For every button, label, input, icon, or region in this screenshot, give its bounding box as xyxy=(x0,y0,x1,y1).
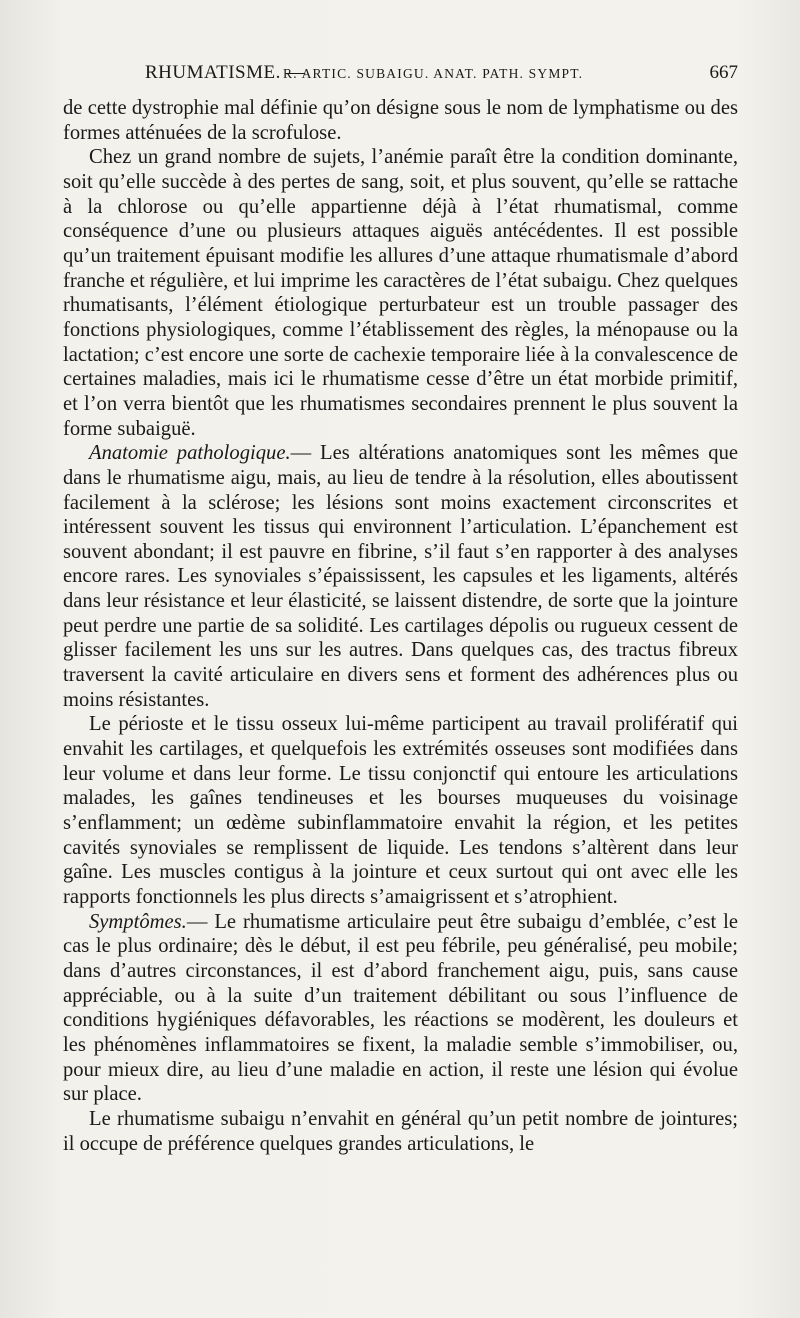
running-head-title: RHUMATISME. — xyxy=(145,62,306,83)
paragraph-anatomie xyxy=(63,441,738,712)
paragraph-anemia: Chez un grand nombre de sujets, l’anémie paraît être la condition dominante, soit qu’elle succède à des pertes de sang, soit, et plus souvent, qu’elle se rattache à la chlorose ou qu’elle appartienne déjà à l’état rhumatismal, comme conséquence d’une ou plusieurs attaques aiguës antécédentes. Il est possible qu’un traitement épuisant modifie les allures d’une attaque rhumatismale d’abord franche et régulière, et lui imprime les caractères de l’état subaigu. Chez quelques rhumatisants, l’élément étiologique perturbateur est un trouble passager des fonctions physiologiques, comme l’établissement des règles, la ménopause ou la lactation; c’est encore une sorte de cachexie temporaire liée à la convalescence de certaines maladies, mais ici le rhumatisme cesse d’être un état morbide primitif, et l’on verra bientôt que les rhumatismes secondaires prennent le plus souvent la forme subaiguë. xyxy=(63,146,738,440)
paragraph-symptomes-text: — Le rhumatisme articulaire peut être subaigu d’emblée, c’est le cas le plus ordinaire; dès le début, il est peu fébrile, peu généralisé, peu mobile; dans d’autres circonstances, il est d’abord franchement aigu, puis, sans cause appréciable, ou à la suite d’un traitement débilitant ou sous l’influence de conditions hygiéniques défavorables, les réactions se modèrent, les douleurs et les phénomènes inflammatoires se fixent, la maladie semble s’immobiliser, ou, pour mieux dire, au lieu d’une maladie en action, il reste une lésion qui évolue sur place. xyxy=(63,910,738,1106)
paragraph-symptomes xyxy=(63,910,738,1107)
paragraph-anatomie-text: — Les altérations anatomiques sont les mêmes que dans le rhumatisme aigu, mais, au lieu de tendre à la résolution, elles aboutissent facilement à la sclérose; les lésions sont moins exactement circonscrites et intéressent souvent les tissus qui environnent l’articulation. L’épanchement est souvent abondant; il est pauvre en fibrine, s’il faut s’en rapporter à des analyses encore rares. Les synoviales s’épaississent, les capsules et les ligaments, altérés dans leur résistance et leur élasticité, se laissent distendre, de sorte que la jointure peut perdre une partie de sa solidité. Les cartilages dépolis ou rugueux cessent de glisser facilement les uns sur les autres. Dans quelques cas, des tractus fibreux traversent la cavité articulaire en divers sens et forment des adhérences plus ou moins résistantes. xyxy=(63,442,739,711)
page-number: 667 xyxy=(709,62,738,83)
paragraph-continued: de cette dystrophie mal définie qu’on désigne sous le nom de lymphatisme ou des formes atténuées de la scrofulose. xyxy=(63,97,738,144)
paragraph-perioste: Le périoste et le tissu osseux lui-même participent au travail prolifératif qui envahit les cartilages, et quelquefois les extrémités osseuses sont modifiées dans leur volume et dans leur forme. Le tissu conjonctif qui entoure les articulations malades, les gaînes tendineuses et les bourses muqueuses du voisinage s’enflamment; un œdème subinflammatoire envahit la région, et les petites cavités synoviales se remplissent de liquide. Les tendons s’altèrent dans leur gaîne. Les muscles contigus à la jointure et ceux surtout qui ont avec elle les rapports fonctionnels les plus directs s’amaigrissent et s’atrophient. xyxy=(63,713,738,908)
section-heading-anatomie: Anatomie pathologique. xyxy=(89,442,291,465)
running-head-subtitle: R. ARTIC. SUBAIGU. ANAT. PATH. SYMPT. xyxy=(283,66,584,81)
running-head xyxy=(145,60,738,90)
body-text xyxy=(63,96,738,1156)
paragraph-subaigu: Le rhumatisme subaigu n’envahit en général qu’un petit nombre de jointures; il occupe de préférence quelques grandes articulations, le xyxy=(63,1107,738,1155)
section-heading-symptomes: Symptômes. xyxy=(89,910,187,933)
